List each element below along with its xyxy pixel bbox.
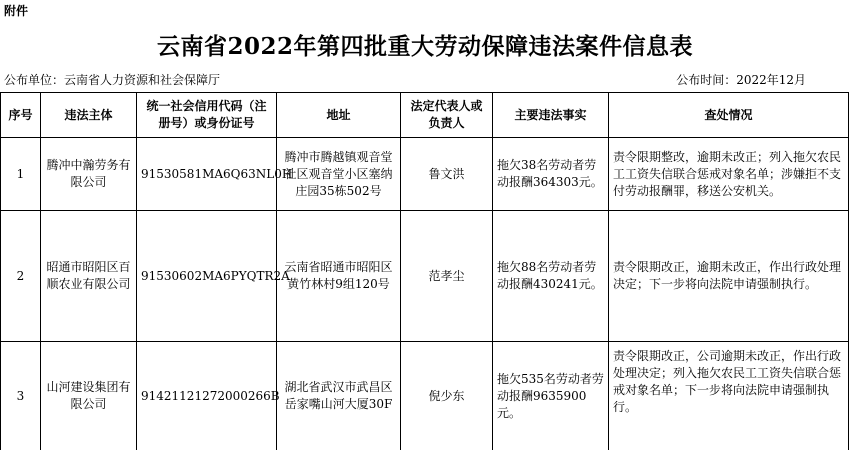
- cell-facts: 拖欠535名劳动者劳动报酬9635900元。: [493, 342, 609, 451]
- cell-entity: 山河建设集团有限公司: [41, 342, 137, 451]
- cell-facts: 拖欠88名劳动者劳动报酬430241元。: [493, 211, 609, 342]
- header-code: 统一社会信用代码（注册号）或身份证号: [137, 93, 277, 138]
- cell-handling: 责令限期改正，逾期未改正，作出行政处理决定；下一步将向法院申请强制执行。: [609, 211, 849, 342]
- cell-code: 91530581MA6Q63NL0H: [137, 138, 277, 211]
- table-header-row: [1, 93, 849, 138]
- cell-address: 腾冲市腾越镇观音堂社区观音堂小区塞纳庄园35栋502号: [277, 138, 401, 211]
- cell-code: 91530602MA6PYQTR2A: [137, 211, 277, 342]
- cell-address: 湖北省武汉市武昌区岳家嘴山河大厦30F: [277, 342, 401, 451]
- cases-table: [0, 92, 849, 450]
- cell-rep: 范孝尘: [401, 211, 493, 342]
- table-row: [1, 211, 849, 342]
- table-row: [1, 342, 849, 451]
- header-facts: 主要违法事实: [493, 93, 609, 138]
- cell-entity: 腾冲中瀚劳务有限公司: [41, 138, 137, 211]
- publish-time-text: 公布时间：2022年12月: [676, 73, 806, 87]
- cell-address: 云南省昭通市昭阳区黄竹林村9组120号: [277, 211, 401, 342]
- cell-rep: 倪少东: [401, 342, 493, 451]
- cell-rep: 鲁文洪: [401, 138, 493, 211]
- attachment-label: 附件: [4, 4, 29, 18]
- header-address: 地址: [277, 93, 401, 138]
- cell-seq: 3: [1, 342, 41, 451]
- header-rep: 法定代表人或负责人: [401, 93, 493, 138]
- cell-handling: 责令限期改正，公司逾期未改正，作出行政处理决定；列入拖欠农民工工资失信联合惩戒对象名单；下一步将向法院申请强制执行。: [609, 342, 849, 451]
- cell-seq: 1: [1, 138, 41, 211]
- cell-handling: 责令限期整改，逾期未改正；列入拖欠农民工工资失信联合惩戒对象名单；涉嫌拒不支付劳动报酬罪，移送公安机关。: [609, 138, 849, 211]
- publisher-text: 公布单位：云南省人力资源和社会保障厅: [4, 73, 221, 87]
- cell-seq: 2: [1, 211, 41, 342]
- cell-code: 91421121272000266B: [137, 342, 277, 451]
- page-title: 云南省2022年第四批重大劳动保障违法案件信息表: [156, 33, 693, 60]
- cell-entity: 昭通市昭阳区百顺农业有限公司: [41, 211, 137, 342]
- table-row: [1, 138, 849, 211]
- cell-facts: 拖欠38名劳动者劳动报酬364303元。: [493, 138, 609, 211]
- header-seq: 序号: [1, 93, 41, 138]
- header-entity: 违法主体: [41, 93, 137, 138]
- header-handling: 查处情况: [609, 93, 849, 138]
